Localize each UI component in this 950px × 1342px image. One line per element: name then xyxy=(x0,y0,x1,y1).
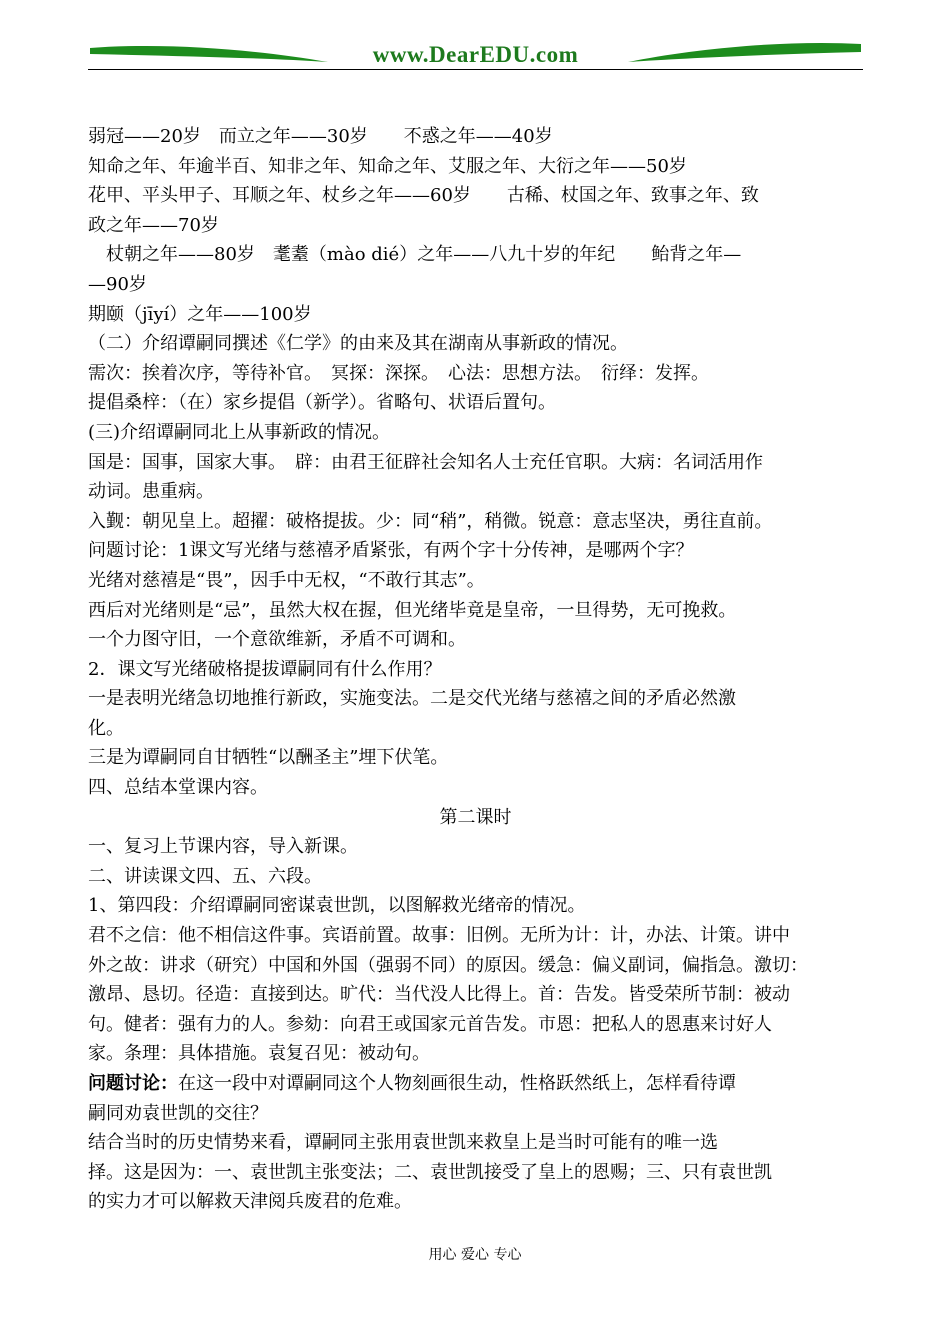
text-line: 外之故：讲求（研究）中国和外国（强弱不同）的原因。缓急：偏义副词，偏指急。激切： xyxy=(88,954,808,976)
text-line: 句。健者：强有力的人。参劾：向君王或国家元首告发。市恩：把私人的恩惠来讨好人 xyxy=(88,1013,772,1035)
text-line: 一、复习上节课内容，导入新课。 xyxy=(88,836,358,858)
text-line: —90岁 xyxy=(88,273,147,295)
text-line: 西后对光绪则是“忌”，虽然大权在握，但光绪毕竟是皇帝，一旦得势，无可挽救。 xyxy=(88,599,737,621)
text-line: 二、讲读课文四、五、六段。 xyxy=(88,865,322,887)
text-line: 激昂、恳切。径造：直接到达。旷代：当代没人比得上。首：告发。皆受荣所节制：被动 xyxy=(88,984,790,1006)
document-body xyxy=(88,122,863,1217)
page-footer: 用心 爱心 专心 xyxy=(428,1247,522,1263)
text-line: 的实力才可以解救天津阅兵废君的危难。 xyxy=(88,1191,412,1213)
section-heading: 第二课时 xyxy=(439,806,512,828)
text-line: 动词。患重病。 xyxy=(88,481,214,503)
text-line: 1、第四段：介绍谭嗣同密谋袁世凯，以图解救光绪帝的情况。 xyxy=(88,895,586,917)
text-line: 问题讨论：1课文写光绪与慈禧矛盾紧张，有两个字十分传神，是哪两个字？ xyxy=(88,540,694,562)
text-line: 期颐（jīyí）之年——100岁 xyxy=(88,303,312,325)
text-line: 一个力图守旧，一个意欲维新，矛盾不可调和。 xyxy=(88,629,466,651)
text-line: 花甲、平头甲子、耳顺之年、杖乡之年——60岁 古稀、杖国之年、致事之年、致 xyxy=(88,185,759,207)
text-line: 择。这是因为：一、袁世凯主张变法；二、袁世凯接受了皇上的恩赐；三、只有袁世凯 xyxy=(88,1161,772,1183)
text-line: 三是为谭嗣同自甘牺牲“以酬圣主”埋下伏笔。 xyxy=(88,747,449,769)
text-line: 光绪对慈禧是“畏”，因手中无权，“不敢行其志”。 xyxy=(88,569,485,591)
text-line: 政之年——70岁 xyxy=(88,214,219,236)
text-line: 一是表明光绪急切地推行新政，实施变法。二是交代光绪与慈禧之间的矛盾必然激 xyxy=(88,688,736,710)
text-line: 2．课文写光绪破格提拔谭嗣同有什么作用？ xyxy=(88,658,442,680)
text-line: （二）介绍谭嗣同撰述《仁学》的由来及其在湖南从事新政的情况。 xyxy=(88,333,628,355)
text-line: 家。条理：具体措施。袁复召见：被动句。 xyxy=(88,1043,430,1065)
discussion-text: 在这一段中对谭嗣同这个人物刻画很生动，性格跃然纸上，怎样看待谭 xyxy=(178,1073,736,1094)
text-line xyxy=(88,1069,863,1099)
text-line: 知命之年、年逾半百、知非之年、知命之年、艾服之年、大衍之年——50岁 xyxy=(88,155,687,177)
text-line: 国是：国事，国家大事。 辟：由君王征辟社会知名人士充任官职。大病：名词活用作 xyxy=(88,451,763,473)
text-line: 弱冠——20岁 而立之年——30岁 不惑之年——40岁 xyxy=(88,126,553,147)
text-line: 四、总结本堂课内容。 xyxy=(88,777,268,799)
text-line: 君不之信：他不相信这件事。宾语前置。故事：旧例。无所为计：计，办法、计策。讲中 xyxy=(88,925,790,947)
header-divider xyxy=(88,69,863,70)
text-line: (三)介绍谭嗣同北上从事新政的情况。 xyxy=(88,421,391,443)
text-line: 杖朝之年——80岁 耄耋（mào dié）之年——八九十岁的年纪 鲐背之年— xyxy=(88,244,742,266)
discussion-label: 问题讨论： xyxy=(88,1073,178,1094)
text-line: 结合当时的历史情势来看，谭嗣同主张用袁世凯来救皇上是当时可能有的唯一选 xyxy=(88,1132,718,1154)
text-line: 提倡桑梓：（在）家乡提倡（新学）。省略句、状语后置句。 xyxy=(88,392,556,414)
text-line: 需次：挨着次序，等待补官。 冥探：深探。 心法：思想方法。 衍绎：发挥。 xyxy=(88,362,709,384)
text-line: 化。 xyxy=(88,717,124,739)
text-line: 嗣同劝袁世凯的交往？ xyxy=(88,1102,268,1124)
text-line: 入觐：朝见皇上。超擢：破格提拔。少：同“稍”，稍微。锐意：意志坚决，勇往直前。 xyxy=(88,510,773,532)
site-logo[interactable]: www.DearEDU.com xyxy=(372,42,579,67)
